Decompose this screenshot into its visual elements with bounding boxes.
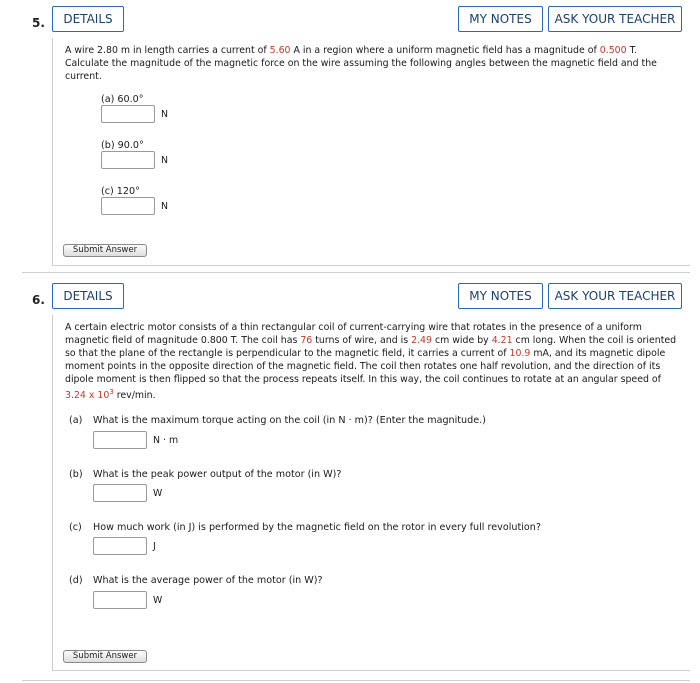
part-b-question: What is the peak power output of the motor (in W)? [93, 469, 342, 480]
part-c-label: (c) [69, 522, 82, 533]
question-5 [22, 6, 690, 266]
ask-your-teacher-button[interactable]: ASK YOUR TEACHER [548, 6, 682, 32]
part-b-label: (b) 90.0° [101, 140, 144, 151]
question-6-body [52, 315, 690, 671]
my-notes-button[interactable]: MY NOTES [458, 283, 543, 309]
field-value: 0.500 [599, 45, 627, 56]
part-a-question: What is the maximum torque acting on the coil (in N · m)? (Enter the magnitude.) [93, 415, 486, 426]
details-button[interactable]: DETAILS [52, 283, 124, 309]
part-a-label: (a) 60.0° [101, 94, 144, 105]
part-d-question: What is the average power of the motor (in W)? [93, 575, 323, 586]
question-text: A wire 2.80 m in length carries a current of 5.60 A in a region where a uniform magnetic field has a magnitude of 0.500 T. Calculate the magnitude of the magnetic force on the wire assuming the following angles between the magnetic field and the current. [65, 45, 657, 82]
section-divider [22, 680, 690, 681]
question-number: 6. [32, 293, 45, 307]
part-d-input[interactable] [93, 591, 147, 609]
part-b-input[interactable] [101, 151, 155, 169]
part-c-unit: N [161, 201, 169, 212]
current-value: 5.60 [269, 45, 291, 56]
part-b-input[interactable] [93, 484, 147, 502]
question-5-body [52, 38, 690, 266]
part-c-question: How much work (in J) is performed by the magnetic field on the rotor in every full revolution? [93, 522, 541, 533]
submit-answer-button[interactable]: Submit Answer [63, 244, 147, 257]
question-number: 5. [32, 16, 45, 30]
part-a-input[interactable] [93, 431, 147, 449]
part-c-input[interactable] [101, 197, 155, 215]
my-notes-button[interactable]: MY NOTES [458, 6, 543, 32]
part-d-label: (d) [69, 575, 83, 586]
part-b-unit: W [153, 488, 163, 499]
part-b-unit: N [161, 155, 169, 166]
part-c-unit: J [153, 541, 156, 552]
part-b-label: (b) [69, 469, 83, 480]
ask-your-teacher-button[interactable]: ASK YOUR TEACHER [548, 283, 682, 309]
part-a-unit: N [161, 109, 169, 120]
submit-answer-button[interactable]: Submit Answer [63, 650, 147, 663]
part-c-label: (c) 120° [101, 186, 140, 197]
turns-value: 76 [300, 335, 313, 346]
coil-current-value: 10.9 [509, 348, 531, 359]
width-value: 2.49 [411, 335, 432, 346]
part-a-input[interactable] [101, 105, 155, 123]
section-divider [22, 272, 690, 273]
length-value: 4.21 [491, 335, 513, 346]
details-button[interactable]: DETAILS [52, 6, 124, 32]
question-6 [22, 283, 690, 673]
part-a-label: (a) [69, 415, 83, 426]
question-text: A certain electric motor consists of a thin rectangular coil of current-carrying wire that rotates in the presence of a uniform magnetic field of magnitude 0.800 T. The coil has 76 turns of wire, and is 2.49 cm wide by 4.21 cm long. When the coil is oriented so that the plane of the rectangle is perpendicular to the magnetic field, it carries a current of 10.9 mA, and its magnetic dipole moment points in the opposite direction of the magnetic field. The coil then rotates one half revolution, and the direction of its dipole moment is then flipped so that the process repeats itself. In this way, the coil continues to rotate at an angular speed of 3.24 x $10^3$ rev/min. [65, 322, 677, 402]
part-a-unit: N · m [153, 435, 179, 446]
part-c-input[interactable] [93, 537, 147, 555]
angular-speed: 3.24 x $10^3$ rev/min. [65, 388, 156, 402]
part-d-unit: W [153, 595, 163, 606]
